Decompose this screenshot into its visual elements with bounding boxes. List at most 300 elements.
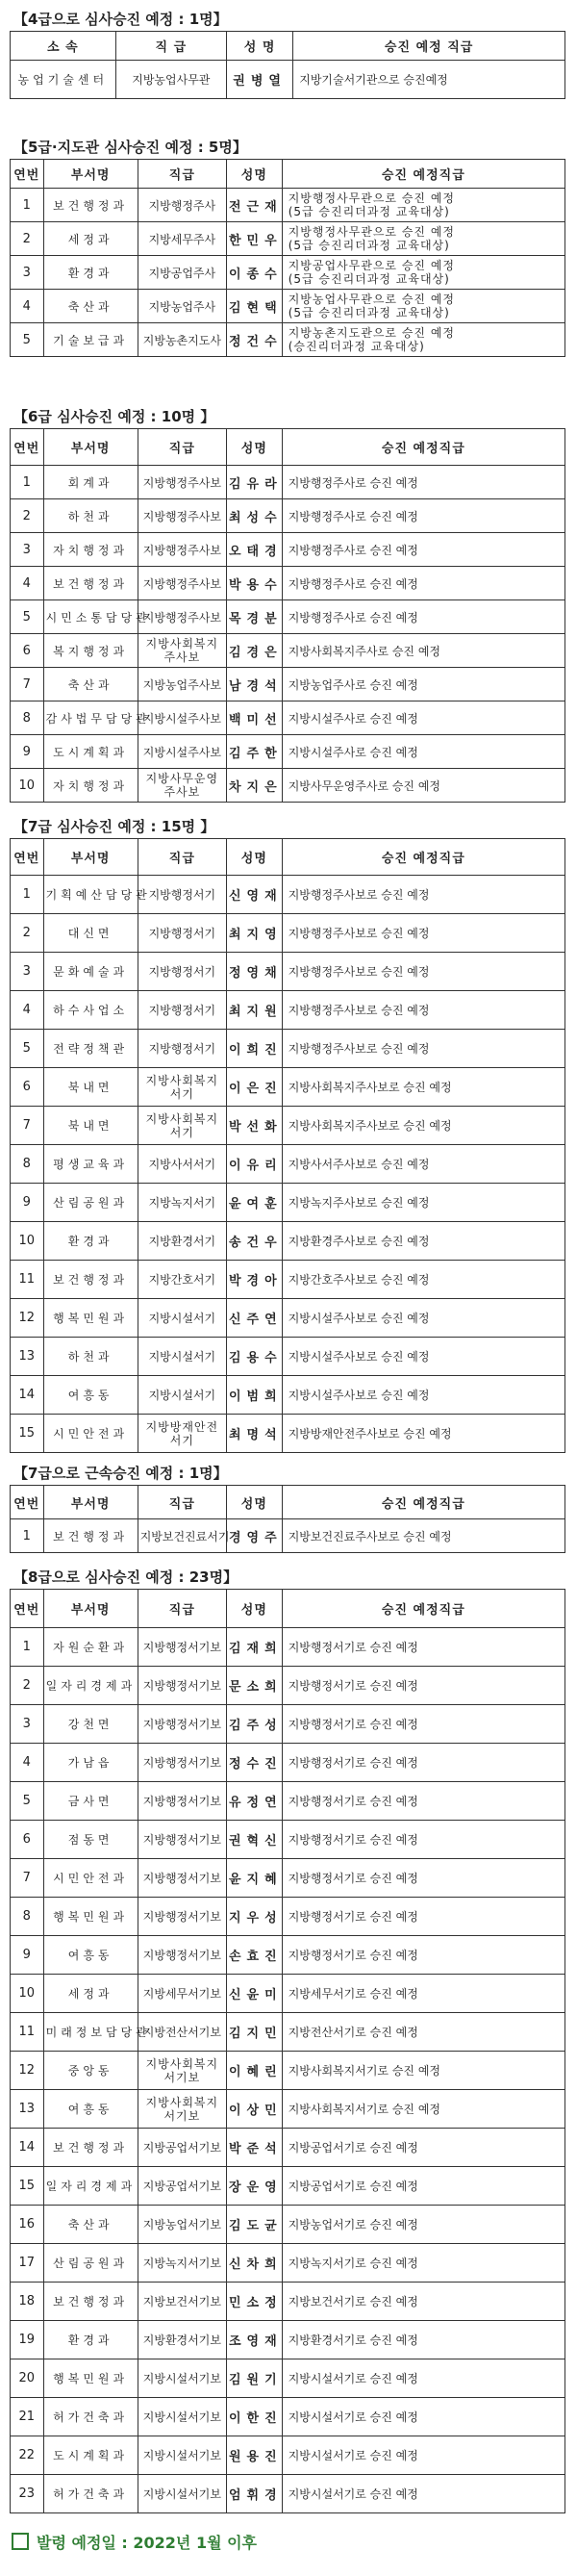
rank-cell: 지방행정서기보 [138, 1898, 226, 1936]
rank-cell: 지방방재안전 서기 [138, 1415, 226, 1453]
number-cell: 20 [11, 2359, 44, 2398]
department-cell: 보건행정과 [43, 2129, 138, 2167]
name-cell: 최명석 [227, 1415, 283, 1453]
number-cell: 1 [11, 189, 44, 222]
table-row [11, 701, 565, 735]
name-cell: 정영채 [227, 953, 283, 991]
table-row [11, 1821, 565, 1859]
department-cell: 미래정보담당관 [43, 2013, 138, 2052]
number-cell: 13 [11, 2090, 44, 2129]
name-cell: 오태경 [227, 533, 283, 567]
target-rank-cell: 지방사회복지서기로 승진 예정 [282, 2090, 564, 2129]
target-rank-cell: 지방보건진료주사보로 승진 예정 [282, 1519, 564, 1553]
number-cell: 3 [11, 953, 44, 991]
target-rank-cell: 지방시설주사보로 승진 예정 [282, 1299, 564, 1338]
number-cell: 8 [11, 1898, 44, 1936]
name-cell: 목경분 [227, 600, 283, 634]
promotion-table [10, 31, 565, 99]
target-rank-cell: 지방농업사무관으로 승진 예정 (5급 승진리더과정 교육대상) [282, 290, 564, 323]
number-cell: 12 [11, 1299, 44, 1338]
table-row [11, 1782, 565, 1821]
table-row [11, 2244, 565, 2283]
table-row [11, 634, 565, 668]
number-cell: 6 [11, 1068, 44, 1107]
target-rank-cell: 지방농촌지도관으로 승진 예정 (승진리더과정 교육대상) [282, 323, 564, 357]
rank-cell: 지방사회복지 서기보 [138, 2052, 226, 2090]
number-cell: 4 [11, 290, 44, 323]
table-row [11, 2013, 565, 2052]
column-header: 성명 [227, 839, 283, 876]
name-cell: 문소희 [227, 1667, 283, 1705]
column-header: 승진 예정직급 [282, 429, 564, 466]
number-cell: 15 [11, 2167, 44, 2206]
name-cell: 신차희 [227, 2244, 283, 2283]
name-cell: 정건수 [227, 323, 283, 357]
department-cell: 감사법무담당관 [43, 701, 138, 735]
number-cell: 11 [11, 2013, 44, 2052]
number-cell: 7 [11, 1107, 44, 1145]
promotion-section [10, 8, 565, 99]
target-rank-cell: 지방공업사무관으로 승진 예정 (5급 승진리더과정 교육대상) [282, 256, 564, 290]
name-cell: 김원기 [227, 2359, 283, 2398]
number-cell: 8 [11, 701, 44, 735]
rank-cell: 지방행정서기보 [138, 1744, 226, 1782]
table-row [11, 1222, 565, 1261]
column-header: 연번 [11, 1486, 44, 1519]
table-row [11, 1705, 565, 1744]
target-rank-cell: 지방사회복지서기로 승진 예정 [282, 2052, 564, 2090]
department-cell: 세정과 [43, 1975, 138, 2013]
target-rank-cell: 지방사서주사보로 승진 예정 [282, 1145, 564, 1184]
department-cell: 환경과 [43, 1222, 138, 1261]
department-cell: 북내면 [43, 1107, 138, 1145]
table-row [11, 2090, 565, 2129]
rank-cell: 지방보건진료서기 [138, 1519, 226, 1553]
rank-cell: 지방환경서기보 [138, 2321, 226, 2359]
table-row [11, 876, 565, 914]
department-cell: 기술보급과 [43, 323, 138, 357]
table-row [11, 914, 565, 953]
table-row [11, 1145, 565, 1184]
name-cell: 엄휘경 [227, 2475, 283, 2513]
rank-cell: 지방행정주사보 [138, 533, 226, 567]
promotion-section [10, 1566, 565, 2513]
rank-cell: 지방행정서기보 [138, 1936, 226, 1975]
square-bullet-icon [12, 2533, 29, 2550]
department-cell: 산림공원과 [43, 1184, 138, 1222]
number-cell: 10 [11, 1222, 44, 1261]
column-header: 직 급 [115, 32, 226, 61]
target-rank-cell: 지방환경주사보로 승진 예정 [282, 1222, 564, 1261]
table-row [11, 2129, 565, 2167]
table-row [11, 668, 565, 701]
target-rank-cell: 지방행정주사보로 승진 예정 [282, 1030, 564, 1068]
name-cell: 박용수 [227, 567, 283, 600]
rank-cell: 지방사회복지 주사보 [138, 634, 226, 668]
department-cell: 시민안전과 [43, 1859, 138, 1898]
target-rank-cell: 지방행정서기로 승진 예정 [282, 1705, 564, 1744]
department-cell: 일자리경제과 [43, 2167, 138, 2206]
section-title: 【6급 심사승진 예정 : 10명 】 [13, 408, 215, 425]
rank-cell: 지방환경서기 [138, 1222, 226, 1261]
table-row [11, 1338, 565, 1376]
name-cell: 윤지혜 [227, 1859, 283, 1898]
name-cell: 김주한 [227, 735, 283, 769]
department-cell: 기획예산담당관 [43, 876, 138, 914]
rank-cell: 지방농업사무관 [115, 61, 226, 99]
number-cell: 13 [11, 1338, 44, 1376]
column-header: 부서명 [43, 1486, 138, 1519]
rank-cell: 지방행정주사보 [138, 600, 226, 634]
effective-date-text: 발령 예정일 : 2022년 1월 이후 [37, 2534, 258, 2552]
number-cell: 15 [11, 1415, 44, 1453]
table-row [11, 2436, 565, 2475]
rank-cell: 지방행정서기보 [138, 1859, 226, 1898]
target-rank-cell: 지방보건서기로 승진 예정 [282, 2283, 564, 2321]
department-cell: 가남읍 [43, 1744, 138, 1782]
name-cell: 윤여훈 [227, 1184, 283, 1222]
target-rank-cell: 지방시설서기로 승진 예정 [282, 2398, 564, 2436]
number-cell: 8 [11, 1145, 44, 1184]
name-cell: 신주연 [227, 1299, 283, 1338]
table-row [11, 2283, 565, 2321]
department-cell: 축산과 [43, 2206, 138, 2244]
department-cell: 여흥동 [43, 1376, 138, 1415]
department-cell: 허가건축과 [43, 2475, 138, 2513]
name-cell: 전근재 [227, 189, 283, 222]
target-rank-cell: 지방농업주사로 승진 예정 [282, 668, 564, 701]
table-row [11, 1376, 565, 1415]
name-cell: 김경은 [227, 634, 283, 668]
target-rank-cell: 지방행정사무관으로 승진 예정 (5급 승진리더과정 교육대상) [282, 189, 564, 222]
table-row [11, 1975, 565, 2013]
number-cell: 17 [11, 2244, 44, 2283]
column-header: 연번 [11, 1590, 44, 1628]
number-cell: 1 [11, 876, 44, 914]
target-rank-cell: 지방행정서기로 승진 예정 [282, 1782, 564, 1821]
department-cell: 하천과 [43, 499, 138, 533]
name-cell: 유정연 [227, 1782, 283, 1821]
table-row [11, 991, 565, 1030]
target-rank-cell: 지방공업서기로 승진 예정 [282, 2167, 564, 2206]
table-row [11, 2359, 565, 2398]
name-cell: 민소정 [227, 2283, 283, 2321]
name-cell: 남경석 [227, 668, 283, 701]
number-cell: 23 [11, 2475, 44, 2513]
table-row [11, 1261, 565, 1299]
promotion-table [10, 159, 565, 357]
department-cell: 평생교육과 [43, 1145, 138, 1184]
number-cell: 2 [11, 499, 44, 533]
rank-cell: 지방시설주사보 [138, 701, 226, 735]
department-cell: 시민소통담당관 [43, 600, 138, 634]
rank-cell: 지방사무운영 주사보 [138, 769, 226, 803]
target-rank-cell: 지방사무운영주사로 승진 예정 [282, 769, 564, 803]
number-cell: 19 [11, 2321, 44, 2359]
department-cell: 자치행정과 [43, 533, 138, 567]
section-title: 【7급 심사승진 예정 : 15명 】 [13, 818, 215, 835]
rank-cell: 지방행정주사보 [138, 466, 226, 499]
rank-cell: 지방전산서기보 [138, 2013, 226, 2052]
number-cell: 5 [11, 323, 44, 357]
rank-cell: 지방행정주사보 [138, 567, 226, 600]
name-cell: 경영주 [227, 1519, 283, 1553]
table-row [11, 2321, 565, 2359]
target-rank-cell: 지방시설주사보로 승진 예정 [282, 1338, 564, 1376]
department-cell: 회계과 [43, 466, 138, 499]
department-cell: 도시계획과 [43, 2436, 138, 2475]
target-rank-cell: 지방행정서기로 승진 예정 [282, 1667, 564, 1705]
number-cell: 12 [11, 2052, 44, 2090]
column-header: 직급 [138, 429, 226, 466]
table-row [11, 2206, 565, 2244]
column-header: 성명 [227, 429, 283, 466]
rank-cell: 지방시설서기 [138, 1376, 226, 1415]
rank-cell: 지방행정서기보 [138, 1667, 226, 1705]
section-title: 【5급·지도관 심사승진 예정 : 5명】 [13, 139, 247, 156]
name-cell: 이유리 [227, 1145, 283, 1184]
target-rank-cell: 지방전산서기로 승진 예정 [282, 2013, 564, 2052]
table-row [11, 2167, 565, 2206]
rank-cell: 지방세무서기보 [138, 1975, 226, 2013]
target-rank-cell: 지방시설주사보로 승진 예정 [282, 1376, 564, 1415]
department-cell: 하수사업소 [43, 991, 138, 1030]
department-cell: 보건행정과 [43, 1519, 138, 1553]
target-rank-cell: 지방환경서기로 승진 예정 [282, 2321, 564, 2359]
table-row [11, 499, 565, 533]
rank-cell: 지방행정서기 [138, 1030, 226, 1068]
promotion-table [10, 1589, 565, 2513]
target-rank-cell: 지방행정주사보로 승진 예정 [282, 953, 564, 991]
promotion-table [10, 428, 565, 803]
column-header: 직급 [138, 1590, 226, 1628]
rank-cell: 지방공업서기보 [138, 2129, 226, 2167]
department-cell: 자치행정과 [43, 769, 138, 803]
rank-cell: 지방사회복지 서기 [138, 1068, 226, 1107]
number-cell: 22 [11, 2436, 44, 2475]
table-row [11, 2398, 565, 2436]
department-cell: 보건행정과 [43, 1261, 138, 1299]
name-cell: 김지민 [227, 2013, 283, 2052]
column-header: 승진 예정직급 [282, 839, 564, 876]
number-cell: 3 [11, 533, 44, 567]
rank-cell: 지방행정서기보 [138, 1705, 226, 1744]
rank-cell: 지방시설주사보 [138, 735, 226, 769]
name-cell: 박선화 [227, 1107, 283, 1145]
department-cell: 행복민원과 [43, 2359, 138, 2398]
rank-cell: 지방행정서기보 [138, 1821, 226, 1859]
table-row [11, 1068, 565, 1107]
rank-cell: 지방행정서기 [138, 953, 226, 991]
section-title: 【4급으로 심사승진 예정 : 1명】 [13, 11, 228, 28]
department-cell: 복지행정과 [43, 634, 138, 668]
number-cell: 5 [11, 1782, 44, 1821]
target-rank-cell: 지방행정사무관으로 승진 예정 (5급 승진리더과정 교육대상) [282, 222, 564, 256]
column-header: 승진 예정직급 [282, 1486, 564, 1519]
department-cell: 환경과 [43, 2321, 138, 2359]
column-header: 승진 예정직급 [282, 1590, 564, 1628]
table-row [11, 1184, 565, 1222]
name-cell: 박준석 [227, 2129, 283, 2167]
table-row [11, 1744, 565, 1782]
table-row [11, 1898, 565, 1936]
target-rank-cell: 지방녹지주사보로 승진 예정 [282, 1184, 564, 1222]
rank-cell: 지방농업주사보 [138, 668, 226, 701]
rank-cell: 지방간호서기 [138, 1261, 226, 1299]
target-rank-cell: 지방사회복지주사로 승진 예정 [282, 634, 564, 668]
number-cell: 4 [11, 991, 44, 1030]
target-rank-cell: 지방간호주사보로 승진 예정 [282, 1261, 564, 1299]
name-cell: 신윤미 [227, 1975, 283, 2013]
department-cell: 행복민원과 [43, 1898, 138, 1936]
table-row [11, 323, 565, 357]
rank-cell: 지방시설서기 [138, 1338, 226, 1376]
table-row [11, 600, 565, 634]
number-cell: 6 [11, 1821, 44, 1859]
department-cell: 축산과 [43, 668, 138, 701]
target-rank-cell: 지방행정주사보로 승진 예정 [282, 991, 564, 1030]
rank-cell: 지방사회복지 서기보 [138, 2090, 226, 2129]
rank-cell: 지방행정서기 [138, 914, 226, 953]
number-cell: 1 [11, 1628, 44, 1667]
table-row [11, 2475, 565, 2513]
name-cell: 백미선 [227, 701, 283, 735]
department-cell: 점동면 [43, 1821, 138, 1859]
table-header-row [11, 1590, 565, 1628]
table-header-row [11, 160, 565, 189]
table-row [11, 1415, 565, 1453]
target-rank-cell: 지방행정서기로 승진 예정 [282, 1936, 564, 1975]
target-rank-cell: 지방행정주사보로 승진 예정 [282, 914, 564, 953]
department-cell: 금사면 [43, 1782, 138, 1821]
name-cell: 권병열 [227, 61, 293, 99]
number-cell: 4 [11, 1744, 44, 1782]
department-cell: 여흥동 [43, 1936, 138, 1975]
table-row [11, 2052, 565, 2090]
rank-cell: 지방행정서기보 [138, 1628, 226, 1667]
promotion-section [10, 1462, 565, 1553]
name-cell: 최지영 [227, 914, 283, 953]
column-header: 부서명 [43, 839, 138, 876]
name-cell: 최지원 [227, 991, 283, 1030]
target-rank-cell: 지방기술서기관으로 승진예정 [293, 61, 565, 99]
target-rank-cell: 지방행정주사로 승진 예정 [282, 533, 564, 567]
number-cell: 2 [11, 222, 44, 256]
table-row [11, 1936, 565, 1975]
number-cell: 7 [11, 1859, 44, 1898]
name-cell: 이희진 [227, 1030, 283, 1068]
rank-cell: 지방보건서기보 [138, 2283, 226, 2321]
table-header-row [11, 1486, 565, 1519]
name-cell: 원용진 [227, 2436, 283, 2475]
name-cell: 손효진 [227, 1936, 283, 1975]
column-header: 연번 [11, 839, 44, 876]
target-rank-cell: 지방행정주사로 승진 예정 [282, 466, 564, 499]
target-rank-cell: 지방시설서기로 승진 예정 [282, 2475, 564, 2513]
department-cell: 여흥동 [43, 2090, 138, 2129]
name-cell: 이한진 [227, 2398, 283, 2436]
target-rank-cell: 지방행정서기로 승진 예정 [282, 1628, 564, 1667]
table-row [11, 1859, 565, 1898]
number-cell: 21 [11, 2398, 44, 2436]
table-row [11, 290, 565, 323]
rank-cell: 지방농업서기보 [138, 2206, 226, 2244]
name-cell: 송건우 [227, 1222, 283, 1261]
number-cell: 10 [11, 1975, 44, 2013]
department-cell: 보건행정과 [43, 567, 138, 600]
column-header: 연번 [11, 160, 44, 189]
rank-cell: 지방사서서기 [138, 1145, 226, 1184]
target-rank-cell: 지방시설서기로 승진 예정 [282, 2436, 564, 2475]
rank-cell: 지방행정주사 [138, 189, 226, 222]
column-header: 성 명 [227, 32, 293, 61]
department-cell: 전략정책관 [43, 1030, 138, 1068]
column-header: 승진 예정 직급 [293, 32, 565, 61]
promotion-section [10, 136, 565, 357]
table-header-row [11, 839, 565, 876]
name-cell: 신영재 [227, 876, 283, 914]
department-cell: 강천면 [43, 1705, 138, 1744]
section-title: 【7급으로 근속승진 예정 : 1명】 [13, 1465, 228, 1482]
target-rank-cell: 지방행정서기로 승진 예정 [282, 1898, 564, 1936]
column-header: 연번 [11, 429, 44, 466]
number-cell: 10 [11, 769, 44, 803]
rank-cell: 지방시설서기보 [138, 2475, 226, 2513]
number-cell: 3 [11, 1705, 44, 1744]
name-cell: 권혁신 [227, 1821, 283, 1859]
number-cell: 1 [11, 466, 44, 499]
table-row [11, 1519, 565, 1553]
table-row [11, 189, 565, 222]
rank-cell: 지방행정서기 [138, 876, 226, 914]
rank-cell: 지방시설서기 [138, 1299, 226, 1338]
table-header-row [11, 32, 565, 61]
number-cell: 2 [11, 914, 44, 953]
promotion-table [10, 1485, 565, 1553]
name-cell: 김현택 [227, 290, 283, 323]
table-row [11, 61, 565, 99]
document [0, 8, 577, 2513]
name-cell: 최성수 [227, 499, 283, 533]
name-cell: 김용수 [227, 1338, 283, 1376]
department-cell: 문화예술과 [43, 953, 138, 991]
department-cell: 도시계획과 [43, 735, 138, 769]
promotion-table [10, 838, 565, 1453]
department-cell: 시민안전과 [43, 1415, 138, 1453]
number-cell: 16 [11, 2206, 44, 2244]
department-cell: 북내면 [43, 1068, 138, 1107]
name-cell: 한민우 [227, 222, 283, 256]
target-rank-cell: 지방농업서기로 승진 예정 [282, 2206, 564, 2244]
number-cell: 9 [11, 1184, 44, 1222]
target-rank-cell: 지방녹지서기로 승진 예정 [282, 2244, 564, 2283]
promotion-section [10, 405, 565, 803]
rank-cell: 지방시설서기보 [138, 2359, 226, 2398]
rank-cell: 지방행정서기보 [138, 1782, 226, 1821]
name-cell: 장운영 [227, 2167, 283, 2206]
target-rank-cell: 지방행정서기로 승진 예정 [282, 1744, 564, 1782]
target-rank-cell: 지방공업서기로 승진 예정 [282, 2129, 564, 2167]
table-row [11, 953, 565, 991]
name-cell: 이혜린 [227, 2052, 283, 2090]
name-cell: 김유라 [227, 466, 283, 499]
target-rank-cell: 지방세무서기로 승진 예정 [282, 1975, 564, 2013]
target-rank-cell: 지방사회복지주사보로 승진 예정 [282, 1107, 564, 1145]
number-cell: 5 [11, 600, 44, 634]
department-cell: 행복민원과 [43, 1299, 138, 1338]
department-cell: 보건행정과 [43, 2283, 138, 2321]
rank-cell: 지방공업주사 [138, 256, 226, 290]
